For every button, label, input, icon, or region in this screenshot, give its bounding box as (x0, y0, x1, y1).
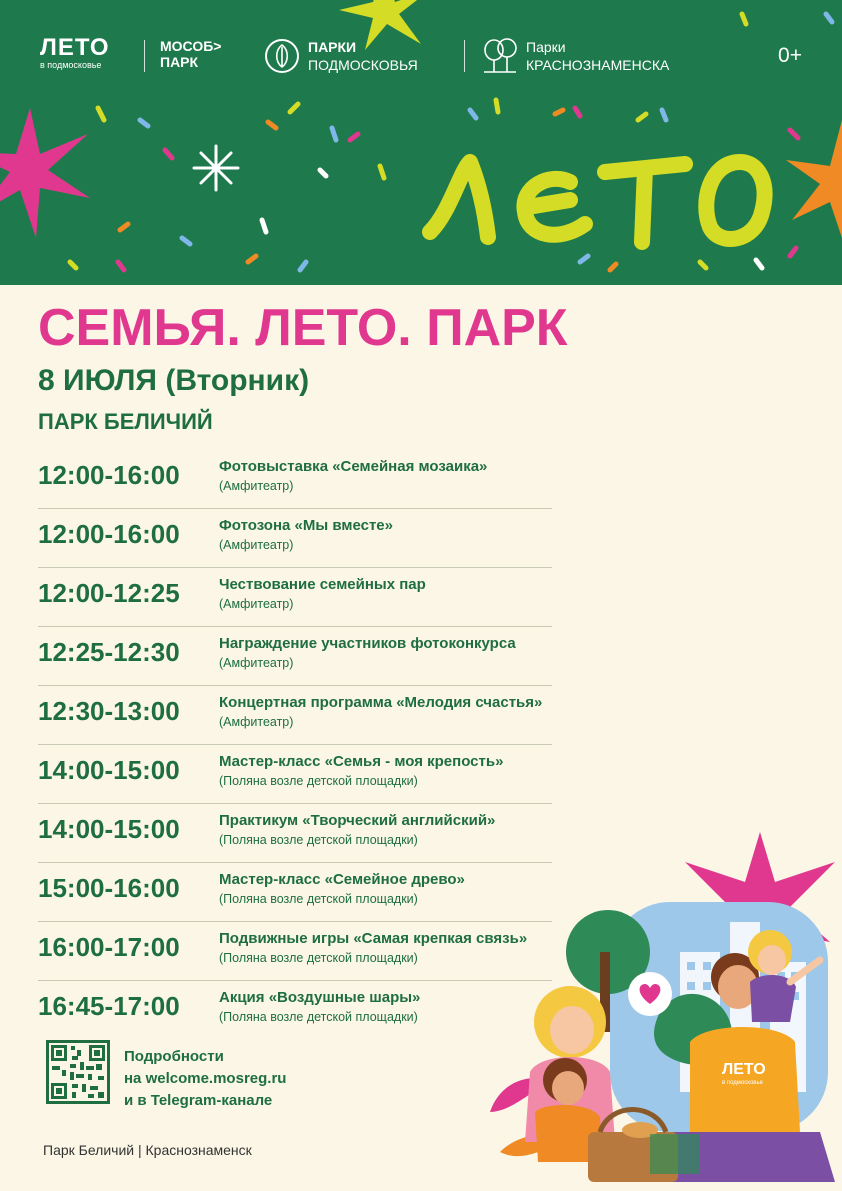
schedule-row (38, 863, 552, 922)
schedule-time: 12:00-16:00 (38, 460, 180, 490)
schedule-place: (Амфитеатр) (219, 538, 294, 552)
family-illustration (490, 812, 842, 1191)
white-starburst-icon (194, 146, 238, 190)
trees-icon (480, 38, 520, 74)
event-park: ПАРК БЕЛИЧИЙ (38, 409, 213, 434)
age-rating-badge: 0+ (778, 44, 802, 67)
schedule-title: Мастер-класс «Семья - моя крепость» (219, 753, 504, 770)
leto-logo-subtitle: в подмосковье (40, 60, 102, 70)
schedule-row (38, 627, 552, 686)
schedule-place: (Поляна возле детской площадки) (219, 774, 418, 788)
schedule-row (38, 509, 552, 568)
parki-logo-line1: ПАРКИ (308, 39, 357, 55)
schedule-title: Награждение участников фотоконкурса (219, 635, 516, 652)
event-title: СЕМЬЯ. ЛЕТО. ПАРК (38, 299, 568, 357)
schedule-time: 12:30-13:00 (38, 696, 180, 726)
mosobpark-logo-line1: МОСОБ> (160, 38, 222, 54)
schedule-place: (Амфитеатр) (219, 715, 294, 729)
schedule-time: 12:00-12:25 (38, 578, 180, 608)
schedule-row (38, 745, 552, 804)
mosobpark-logo-line2: ПАРК (160, 54, 199, 70)
logo-divider (144, 40, 145, 72)
schedule-title: Концертная программа «Мелодия счастья» (219, 694, 543, 711)
schedule-title: Чествование семейных пар (219, 576, 426, 593)
details-line3: и в Telegram-канале (124, 1092, 273, 1109)
schedule-row (38, 450, 552, 509)
schedule-row (38, 568, 552, 627)
schedule-row (38, 686, 552, 745)
leto-logo (40, 36, 110, 70)
parki-logo-line2: ПОДМОСКОВЬЯ (308, 57, 418, 73)
schedule-title: Мастер-класс «Семейное древо» (219, 871, 465, 888)
schedule-place: (Поляна возле детской площадки) (219, 951, 418, 965)
schedule-title: Акция «Воздушные шары» (219, 989, 421, 1006)
schedule-time: 15:00-16:00 (38, 873, 180, 903)
schedule-place: (Амфитеатр) (219, 479, 294, 493)
event-date: 8 ИЮЛЯ (Вторник) (38, 364, 310, 397)
schedule-row (38, 981, 552, 1039)
shirt-leto-text: ЛЕТО (722, 1061, 766, 1078)
schedule-time: 12:25-12:30 (38, 637, 180, 667)
shirt-small-text: в подмосковье (722, 1080, 763, 1086)
schedule-place: (Поляна возле детской площадки) (219, 892, 418, 906)
schedule-time: 16:00-17:00 (38, 932, 180, 962)
krasno-logo-line1: Парки (526, 39, 566, 55)
footer-text: Парк Беличий | Краснознаменск (43, 1142, 252, 1158)
header-banner (0, 0, 842, 285)
schedule-time: 14:00-15:00 (38, 755, 180, 785)
details-link[interactable]: на welcome.mosreg.ru (124, 1070, 287, 1087)
mosobpark-logo (160, 38, 221, 70)
leto-lettering-text: лето (608, 267, 612, 268)
pink-star-icon (0, 108, 90, 238)
schedule-title: Фотозона «Мы вместе» (219, 517, 393, 534)
leaf-circle-icon (264, 38, 300, 74)
qr-code-icon[interactable] (46, 1040, 110, 1104)
schedule-title: Фотовыставка «Семейная мозаика» (219, 458, 488, 475)
schedule-time: 14:00-15:00 (38, 814, 180, 844)
schedule-time: 16:45-17:00 (38, 991, 180, 1021)
schedule-place: (Амфитеатр) (219, 597, 294, 611)
leto-logo-title: ЛЕТО (40, 34, 110, 61)
details-block (124, 1046, 286, 1112)
krasno-logo-line2: КРАСНОЗНАМЕНСКА (526, 57, 670, 73)
schedule-place: (Амфитеатр) (219, 656, 294, 670)
details-line1: Подробности (124, 1048, 224, 1065)
schedule-list (38, 450, 552, 1039)
schedule-title: Подвижные игры «Самая крепкая связь» (219, 930, 528, 947)
schedule-time: 12:00-16:00 (38, 519, 180, 549)
schedule-place: (Поляна возле детской площадки) (219, 833, 418, 847)
schedule-row (38, 922, 552, 981)
leto-lettering (410, 92, 810, 272)
schedule-row (38, 804, 552, 863)
schedule-place: (Поляна возле детской площадки) (219, 1010, 418, 1024)
logo-divider (464, 40, 465, 72)
schedule-title: Практикум «Творческий английский» (219, 812, 496, 829)
